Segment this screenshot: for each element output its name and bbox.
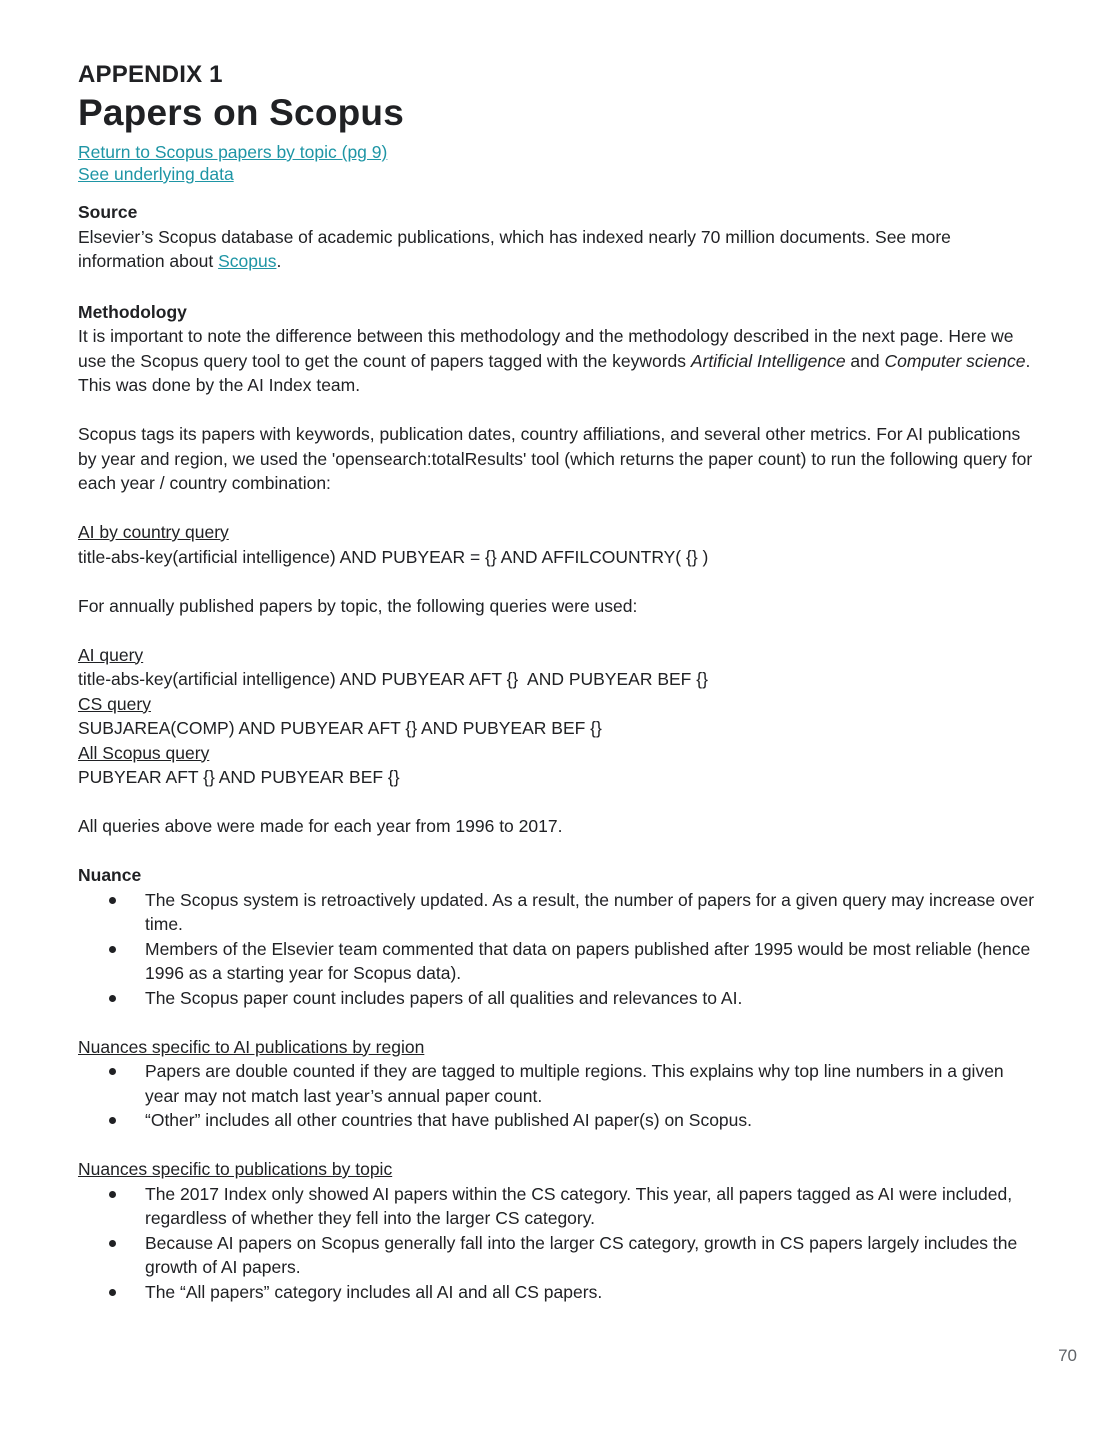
cs-query-label (78, 692, 1036, 717)
cs-query-label-text: CS query (78, 693, 151, 714)
country-query-label-text: AI by country query (78, 522, 229, 542)
list-item: The “All papers” category includes all AI and all CS papers. (78, 1280, 1036, 1305)
topic-intro: For annually published papers by topic, the following queries were used: (78, 595, 638, 616)
page-content (78, 60, 1036, 1304)
nuance-region-heading-text: Nuances specific to AI publications by region (78, 1036, 425, 1057)
nuance-topic-heading-text: Nuances specific to publications by topic (78, 1159, 393, 1179)
return-to-topic-link[interactable]: Return to Scopus papers by topic (pg 9) (78, 142, 388, 162)
list-item: Because AI papers on Scopus generally fall into the larger CS category, growth in CS papers largely includes the growth of AI papers. (78, 1231, 1036, 1280)
list-item: The 2017 Index only showed AI papers within the CS category. This year, all papers tagged as AI were included, regardless of whether they fell into the larger CS category. (78, 1182, 1036, 1231)
page-number: 70 (1058, 1346, 1077, 1365)
country-query: title-abs-key(artificial intelligence) AND PUBYEAR = {} AND AFFILCOUNTRY( {} ) (78, 546, 709, 567)
nuance-region-heading (78, 1035, 1036, 1060)
country-query-label (78, 520, 1036, 545)
ai-query: title-abs-key(artificial intelligence) AND PUBYEAR AFT {} AND PUBYEAR BEF {} (78, 669, 708, 689)
list-item: Papers are double counted if they are tagged to multiple regions. This explains why top line numbers in a given year may not match last year’s annual paper count. (78, 1059, 1036, 1108)
header-links (78, 141, 1036, 185)
methodology-text: and (845, 350, 885, 371)
keyword-computer-science: Computer science (884, 350, 1026, 371)
methodology-heading: Methodology (78, 301, 187, 322)
list-item: “Other” includes all other countries that have published AI paper(s) on Scopus. (78, 1108, 1036, 1133)
queries-footnote: All queries above were made for each year from 1996 to 2017. (78, 816, 563, 836)
source-heading: Source (78, 202, 138, 222)
all-scopus-query-label (78, 741, 1036, 766)
ai-query-label-text: AI query (78, 644, 144, 665)
list-item: The Scopus paper count includes papers of all qualities and relevances to AI. (78, 986, 1036, 1011)
nuance-list (78, 888, 1036, 1011)
methodology-paragraph-1 (78, 324, 1036, 398)
nuance-topic-list (78, 1182, 1036, 1305)
cs-query: SUBJAREA(COMP) AND PUBYEAR AFT {} AND PUBYEAR BEF {} (78, 718, 602, 738)
nuance-heading: Nuance (78, 865, 142, 885)
all-scopus-query: PUBYEAR AFT {} AND PUBYEAR BEF {} (78, 767, 400, 787)
source-paragraph (78, 225, 1036, 274)
appendix-label: APPENDIX 1 (78, 61, 223, 88)
methodology-text: . This was done by the AI Index team. (78, 350, 1031, 395)
scopus-link[interactable]: Scopus (218, 251, 277, 271)
ai-query-label (78, 643, 1036, 668)
page-title: Papers on Scopus (78, 92, 405, 133)
source-text: Elsevier’s Scopus database of academic publications, which has indexed nearly 70 million documents. See more information about (78, 226, 951, 271)
nuance-topic-heading (78, 1157, 1036, 1182)
all-scopus-query-label-text: All Scopus query (78, 742, 210, 763)
source-text-end: . (276, 251, 282, 271)
methodology-text: It is important to note the difference between this methodology and the methodology described in the next page. Here we use the Scopus query tool to get the count of papers tagged with the keywords (78, 326, 1014, 371)
underlying-data-link[interactable]: See underlying data (78, 164, 234, 184)
list-item: Members of the Elsevier team commented that data on papers published after 1995 would be most reliable (hence 1996 as a starting year for Scopus data). (78, 937, 1036, 986)
nuance-region-list (78, 1059, 1036, 1133)
keyword-artificial-intelligence: Artificial Intelligence (690, 350, 846, 371)
list-item: The Scopus system is retroactively updated. As a result, the number of papers for a given query may increase over time. (78, 888, 1036, 937)
methodology-paragraph-2: Scopus tags its papers with keywords, publication dates, country affiliations, and several other metrics. For AI publications by year and region, we used the 'opensearch:totalResults' tool (which returns the paper count) to run the following query for each year / country combination: (78, 424, 1033, 493)
